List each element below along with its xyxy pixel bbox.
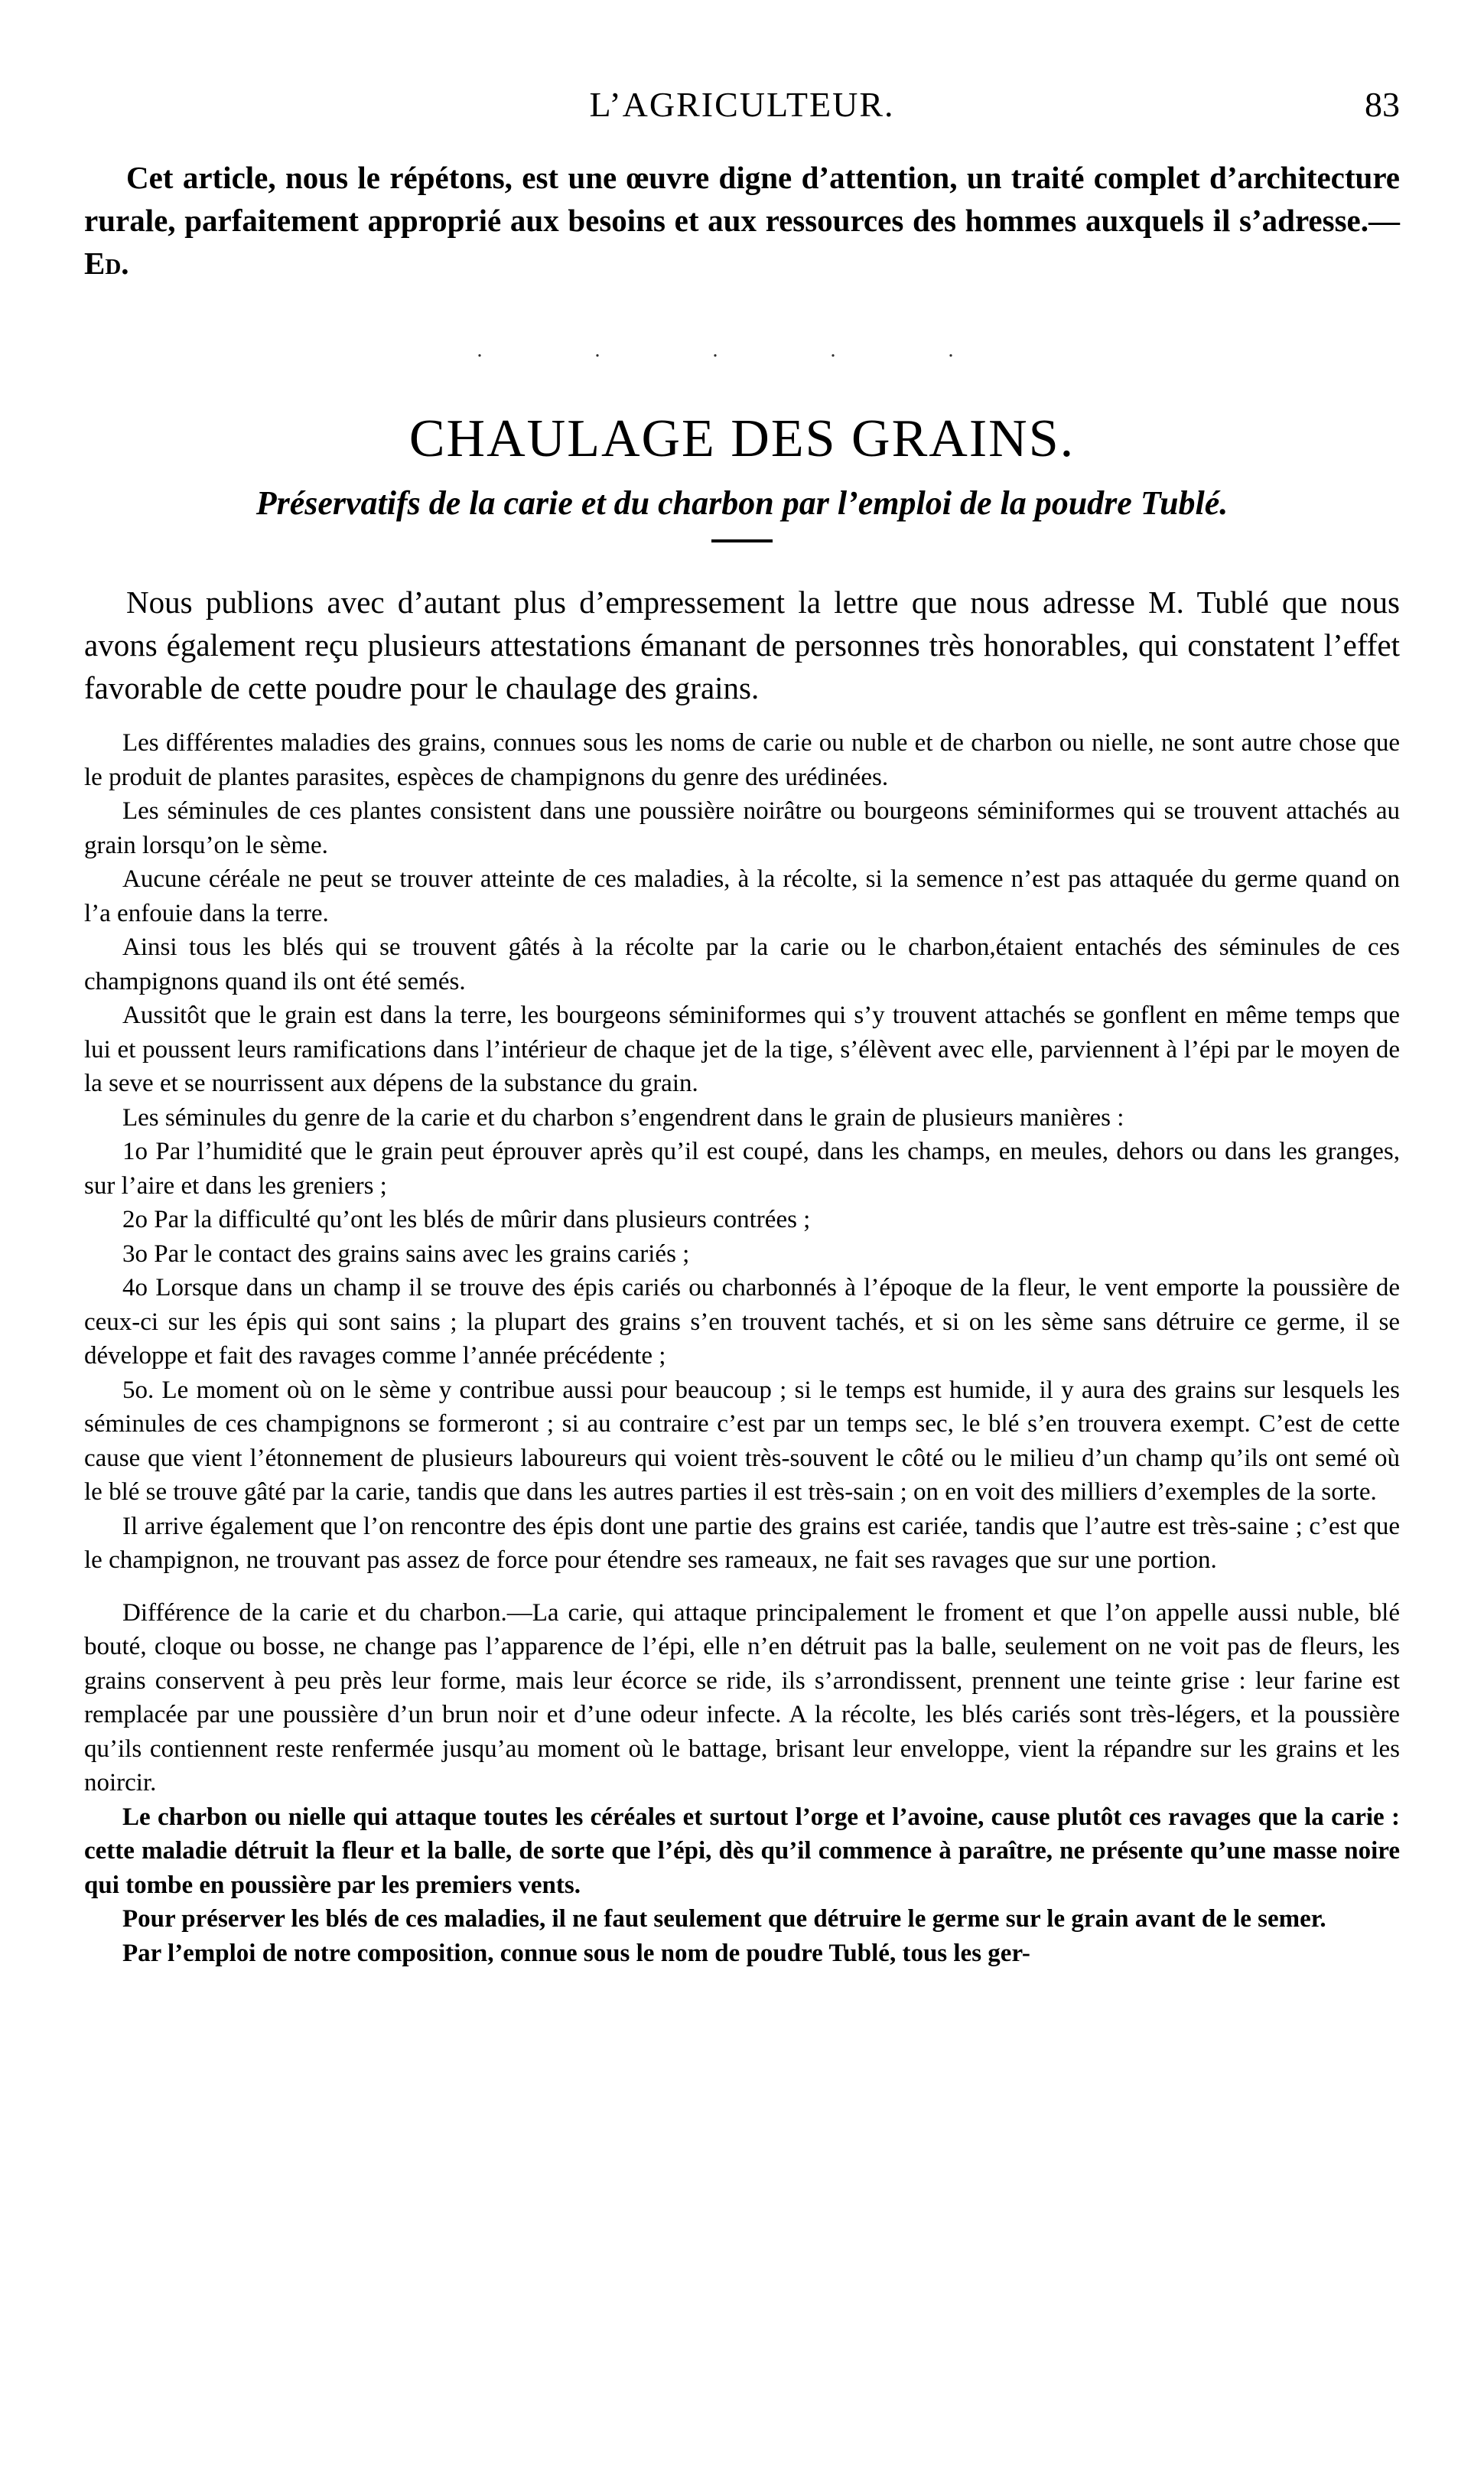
page [84, 84, 1400, 1970]
section-separator: . . . . . [477, 338, 1007, 362]
list-item: 2o Par la difficulté qu’ont les blés de mûrir dans plusieurs contrées ; [122, 1206, 811, 1233]
body-paragraph: Aucune céréale ne peut se trouver atteinte de ces maladies, à la récolte, si la semence n’est pas attaquée du germe quand on l’a enfouie dans la terre. [84, 865, 1400, 927]
body-paragraph: Pour préserver les blés de ces maladies, il ne faut seulement que détruire le germe sur le grain avant de le semer. [122, 1905, 1326, 1933]
body-paragraph: Le charbon ou nielle qui attaque toutes les céréales et surtout l’orge et l’avoine, cause plutôt ces ravages que la carie : cette maladie détruit la fleur et la balle, de sorte que l’épi, dès qu’il commence à paraître, ne présente qu’une masse noire qui tombe en poussière par les premiers vents. [84, 1803, 1400, 1899]
intro-paragraph [84, 156, 1400, 285]
body-paragraph: Par l’emploi de notre composition, connue sous le nom de poudre Tublé, tous les ger- [122, 1939, 1030, 1967]
list-item: 1o Par l’humidité que le grain peut éprouver après qu’il est coupé, dans les champs, en meules, dehors ou dans les granges, sur l’aire et dans les greniers ; [84, 1138, 1400, 1200]
article-body [84, 726, 1400, 1970]
body-paragraph: Il arrive également que l’on rencontre des épis dont une partie des grains est cariée, tandis que l’autre est très-saine ; c’est que le champignon, ne trouvant pas assez de force pour étendre ses rameaux, ne fait ses ravages que sur une portion. [84, 1512, 1400, 1574]
list-item: 5o. Le moment où on le sème y contribue aussi pour beaucoup ; si le temps est humide, il y aura des grains sur lesquels les séminules de ces champignons se formeront ; si au contraire c’est par un temps sec, le blé s’en trouvera exempt. C’est de cette cause que vient l’étonnement de plusieurs laboureurs qui voient très-souvent le côté ou le milieu d’un champ qu’ils ont semé où le blé se trouve gâté par la carie, tandis que dans les autres parties il est très-sain ; on en voit des milliers d’exemples de la sorte. [84, 1376, 1400, 1506]
intro-text: Cet article, nous le répétons, est une œuvre digne d’attention, un traité complet d’architecture rurale, parfaitement approprié aux besoins et aux ressources des hommes auxquels il s’adresse.— [84, 160, 1400, 238]
lead-paragraph: Nous publions avec d’autant plus d’empressement la lettre que nous adresse M. Tublé que nous avons également reçu plusieurs attestations émanant de personnes très honorables, qui constatent l’effet favorable de cette poudre pour le chaulage des grains. [84, 585, 1400, 705]
body-paragraph: Ainsi tous les blés qui se trouvent gâtés à la récolte par la carie ou le charbon,étaient entachés des séminules de ces champignons quand ils ont été semés. [84, 933, 1400, 995]
list-item: 3o Par le contact des grains sains avec les grains cariés ; [122, 1240, 690, 1268]
body-paragraph: Aussitôt que le grain est dans la terre, les bourgeons séminiformes qui s’y trouvent attachés se gonflent en même temps que lui et poussent leurs ramifications dans l’intérieur de chaque jet de la tige, s’élèvent avec elle, parviennent à l’épi par le moyen de la seve et se nourrissent aux dépens de la substance du grain. [84, 1002, 1400, 1097]
editor-signature: Ed. [84, 246, 129, 281]
body-paragraph: Les séminules du genre de la carie et du charbon s’engendrent dans le grain de plusieurs manières : [122, 1103, 1124, 1132]
body-paragraph: Différence de la carie et du charbon.—La carie, qui attaque principalement le froment et que l’on appelle aussi nuble, blé bouté, cloque ou bosse, ne change pas l’apparence de l’épi, elle n’en détruit pas la balle, seulement on ne voit pas de fleurs, les grains conservent à peu près leur forme, mais leur écorce se ride, ils s’arrondissent, prennent une teinte grise : leur farine est remplacée par une poussière d’un brun noir et d’une odeur infecte. A la récolte, les blés cariés sont très-légers, et la poussière qu’ils contiennent reste renfermée jusqu’au moment où le battage, brisant leur enveloppe, vient la répandre sur les grains et les noircir. [84, 1598, 1400, 1797]
title-rule [711, 539, 773, 542]
body-paragraph: Les séminules de ces plantes consistent dans une poussière noirâtre ou bourgeons séminiformes qui se trouvent attachés au grain lorsqu’on le sème. [84, 797, 1400, 859]
page-header [84, 84, 1400, 145]
running-title: L’AGRICULTEUR. [589, 85, 895, 124]
article-title: CHAULAGE DES GRAINS. [408, 409, 1076, 468]
list-item: 4o Lorsque dans un champ il se trouve des épis cariés ou charbonnés à l’époque de la fleur, le vent emporte la poussière de ceux-ci sur les épis qui sont sains ; la plupart des grains s’en trouvent tachés, et si on les sème sans détruire ce germe, il se développe et fait des ravages comme l’année précédente ; [84, 1274, 1400, 1370]
body-paragraph: Les différentes maladies des grains, connues sous les noms de carie ou nuble et de charbon ou nielle, ne sont autre chose que le produit de plantes parasites, espèces de champignons du genre des urédinées. [84, 729, 1400, 791]
page-number: 83 [1365, 85, 1400, 124]
article-subtitle: Préservatifs de la carie et du charbon par l’emploi de la poudre Tublé. [255, 484, 1229, 522]
